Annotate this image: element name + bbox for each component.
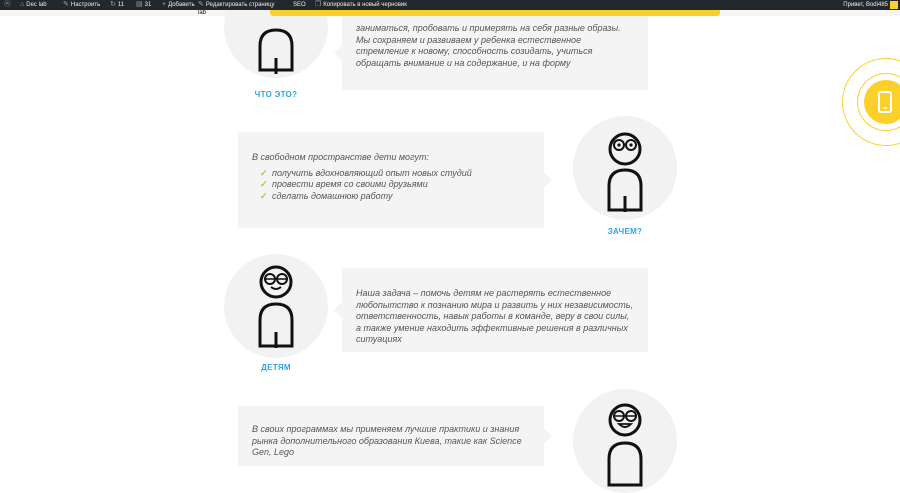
copy-draft-link[interactable] bbox=[315, 0, 407, 10]
section-text-what bbox=[342, 16, 648, 90]
section-text-programs bbox=[238, 406, 544, 466]
admin-bar bbox=[0, 0, 900, 10]
updates-icon: ↻ bbox=[110, 1, 116, 8]
character-glasses-icon bbox=[573, 116, 677, 220]
copy-icon: ❐ bbox=[315, 1, 322, 8]
character-circle-why bbox=[573, 116, 677, 220]
main-nav bbox=[280, 10, 720, 16]
site-name-label: Dec lab bbox=[26, 2, 47, 8]
greeting-label: Привет, Bodi485 bbox=[843, 2, 888, 8]
edit-page-link[interactable] bbox=[198, 0, 275, 10]
section-text-why bbox=[238, 132, 544, 228]
programs-paragraph: В своих программах мы применяем лучшие практики и знания рынка дополнительного образования Киева, такие как Science Gen, Lego bbox=[252, 424, 522, 457]
why-list bbox=[252, 168, 530, 203]
pencil-icon: ✎ bbox=[198, 1, 204, 8]
updates-link[interactable] bbox=[110, 0, 124, 10]
section-caption-what: ЧТО ЭТО? bbox=[254, 90, 298, 99]
new-content-link[interactable] bbox=[162, 0, 195, 10]
check-icon: ✓ bbox=[260, 190, 268, 201]
avatar[interactable] bbox=[890, 1, 898, 9]
copy-draft-label: Копировать в новый черновик bbox=[323, 2, 407, 8]
phone-icon bbox=[874, 91, 896, 113]
check-icon: ✓ bbox=[260, 167, 268, 178]
edit-page-label: Редактировать страницу bbox=[205, 2, 275, 8]
site-logo[interactable] bbox=[198, 10, 206, 16]
character-happy-icon bbox=[573, 389, 677, 493]
character-smile-icon bbox=[224, 254, 328, 358]
check-icon: ✓ bbox=[260, 179, 268, 189]
seo-link[interactable] bbox=[293, 0, 306, 10]
customize-label: Настроить bbox=[70, 2, 101, 8]
new-content-label: Добавить bbox=[168, 2, 195, 8]
updates-count: 11 bbox=[117, 2, 125, 8]
comments-link[interactable] bbox=[136, 0, 151, 10]
customize-icon: ✎ bbox=[63, 1, 69, 8]
list-item: ✓ провести время со своими друзьями bbox=[260, 179, 428, 189]
comments-icon: ▤ bbox=[136, 1, 143, 8]
character-circle-programs bbox=[573, 389, 677, 493]
wordpress-icon: ⓦ bbox=[4, 1, 11, 8]
wordpress-menu[interactable] bbox=[4, 0, 11, 10]
customize-link[interactable] bbox=[63, 0, 100, 10]
section-caption-why: ЗАЧЕМ? bbox=[607, 227, 643, 236]
section-caption-kids: ДЕТЯМ bbox=[261, 363, 291, 372]
what-paragraph: заниматься, пробовать и примерять на себя разные образы. Мы сохраняем и развиваем у ребенка естественное стремление к новому, способность созидать, учиться обращать внимание и на содержание, и на форму bbox=[356, 23, 621, 68]
why-intro: В свободном пространстве дети могут: bbox=[252, 152, 429, 162]
plus-icon: + bbox=[162, 1, 167, 8]
callback-phone-button[interactable] bbox=[864, 80, 900, 124]
list-item: ✓ получить вдохновляющий опыт новых студий bbox=[260, 167, 472, 178]
seo-label: SEO bbox=[293, 2, 306, 8]
section-text-kids bbox=[342, 268, 648, 352]
logo-text: lab bbox=[198, 10, 207, 16]
account-menu[interactable] bbox=[843, 0, 888, 10]
home-icon: ⌂ bbox=[20, 1, 25, 8]
list-item: ✓ сделать домашнюю работу bbox=[260, 190, 393, 201]
site-name-link[interactable] bbox=[20, 0, 47, 10]
kids-paragraph: Наша задача – помочь детям не растерять естественное любопытство к познанию мира и развить у них независимость, ответственность, навык работы в команде, веру в свои силы, а также умение находить эффективные решения в различных ситуациях bbox=[356, 288, 634, 344]
comments-count: 31 bbox=[144, 2, 152, 8]
character-circle-kids bbox=[224, 254, 328, 358]
